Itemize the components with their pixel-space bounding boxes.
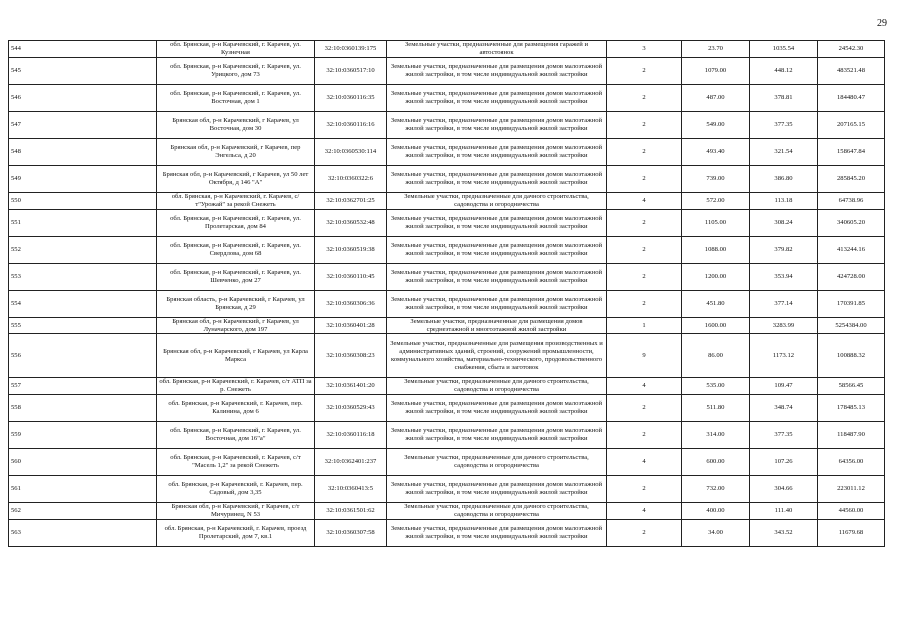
table-row (9, 84, 885, 111)
group-code-cell: 2 (607, 57, 682, 84)
row-number: 555 (9, 317, 157, 334)
land-use-cell: Земельные участки, предназначенные для размещения домов малоэтажной жилой застройки, в том числе индивидуальной жилой застройки (387, 111, 607, 138)
cadastral-number-cell: 32:10:0360532:48 (315, 209, 387, 236)
row-number: 556 (9, 334, 157, 378)
address-cell: обл. Брянская, р-н Карачевский, г. Карачев, проезд Пролетарский, дом 7, кв.1 (157, 520, 315, 547)
table-row (9, 422, 885, 449)
land-use-cell: Земельные участки, предназначенные для размещения домов малоэтажной жилой застройки, в том числе индивидуальной жилой застройки (387, 520, 607, 547)
cadastral-value-cell: 413244.16 (818, 236, 885, 263)
unit-price-cell: 353.94 (750, 263, 818, 290)
area-cell: 1088.00 (682, 236, 750, 263)
group-code-cell: 2 (607, 111, 682, 138)
address-cell: Брянская обл, р-н Карачевский, г Карачев, ул Карла Маркса (157, 334, 315, 378)
unit-price-cell: 1035.54 (750, 41, 818, 58)
cadastral-value-cell: 64356.00 (818, 449, 885, 476)
unit-price-cell: 448.12 (750, 57, 818, 84)
table-row (9, 334, 885, 378)
row-number: 563 (9, 520, 157, 547)
address-cell: Брянская обл, р-н Карачевский, г Карачев, ул Восточная, дом 30 (157, 111, 315, 138)
row-number: 545 (9, 57, 157, 84)
table-row (9, 476, 885, 503)
table-row (9, 138, 885, 165)
row-number: 561 (9, 476, 157, 503)
area-cell: 572.00 (682, 192, 750, 209)
cadastral-number-cell: 32:10:0360307:58 (315, 520, 387, 547)
table-row (9, 41, 885, 58)
group-code-cell: 2 (607, 84, 682, 111)
address-cell: обл. Брянская, р-н Карачевский, г. Карачев, ул. Свердлова, дом 68 (157, 236, 315, 263)
group-code-cell: 2 (607, 476, 682, 503)
group-code-cell: 4 (607, 192, 682, 209)
table-row (9, 57, 885, 84)
address-cell: обл. Брянская, р-н Карачевский, г. Карачев, ул. Урицкого, дом 73 (157, 57, 315, 84)
land-use-cell: Земельные участки, предназначенные для размещения домов малоэтажной жилой застройки, в том числе индивидуальной жилой застройки (387, 138, 607, 165)
area-cell: 487.00 (682, 84, 750, 111)
group-code-cell: 9 (607, 334, 682, 378)
land-use-cell: Земельные участки, предназначенные для дачного строительства, садоводства и огородничества (387, 449, 607, 476)
land-use-cell: Земельные участки, предназначенные для размещения производственных и административных зданий, строений, сооружений промышленности, коммунального хозяйства, материально-технического, продовольственного снабжения, сбыта и заготовок (387, 334, 607, 378)
table-row (9, 449, 885, 476)
table-row (9, 503, 885, 520)
area-cell: 23.70 (682, 41, 750, 58)
group-code-cell: 2 (607, 209, 682, 236)
group-code-cell: 2 (607, 520, 682, 547)
cadastral-number-cell: 32:10:0360519:38 (315, 236, 387, 263)
unit-price-cell: 377.35 (750, 422, 818, 449)
unit-price-cell: 343.52 (750, 520, 818, 547)
row-number: 553 (9, 263, 157, 290)
table-row (9, 263, 885, 290)
area-cell: 1079.00 (682, 57, 750, 84)
area-cell: 86.00 (682, 334, 750, 378)
cadastral-number-cell: 32:10:0360306:36 (315, 290, 387, 317)
cadastral-number-cell: 32:10:0360322:6 (315, 165, 387, 192)
row-number: 547 (9, 111, 157, 138)
land-use-cell: Земельные участки, предназначенные для размещения домов малоэтажной жилой застройки, в том числе индивидуальной жилой застройки (387, 84, 607, 111)
area-cell: 1200.00 (682, 263, 750, 290)
unit-price-cell: 379.82 (750, 236, 818, 263)
cadastral-number-cell: 32:10:0360517:10 (315, 57, 387, 84)
land-use-cell: Земельные участки, предназначенные для размещения домов малоэтажной жилой застройки, в том числе индивидуальной жилой застройки (387, 290, 607, 317)
group-code-cell: 2 (607, 236, 682, 263)
address-cell: обл. Брянская, р-н Карачевский, г. Карачев, пер. Садовый, дом 3,35 (157, 476, 315, 503)
land-use-cell: Земельные участки, предназначенные для размещения домов малоэтажной жилой застройки, в том числе индивидуальной жилой застройки (387, 263, 607, 290)
unit-price-cell: 386.80 (750, 165, 818, 192)
land-plots-table (8, 40, 885, 547)
area-cell: 511.80 (682, 395, 750, 422)
group-code-cell: 2 (607, 395, 682, 422)
address-cell: обл. Брянская, р-н Карачевский, г. Карачев, с/т"Урожай" за рекой Снежеть (157, 192, 315, 209)
unit-price-cell: 321.54 (750, 138, 818, 165)
cadastral-number-cell: 32:10:0360530:114 (315, 138, 387, 165)
address-cell: обл. Брянская, р-н Карачевский, г. Карачев, ул. Кузнечная (157, 41, 315, 58)
address-cell: Брянская обл, р-н Карачевский, г Карачев, ул 50 лет Октября, д 146 "А" (157, 165, 315, 192)
row-number: 544 (9, 41, 157, 58)
cadastral-value-cell: 223011.12 (818, 476, 885, 503)
cadastral-value-cell: 100888.32 (818, 334, 885, 378)
page-number: 29 (877, 18, 887, 29)
cadastral-number-cell: 32:10:0361501:62 (315, 503, 387, 520)
cadastral-value-cell: 207165.15 (818, 111, 885, 138)
land-use-cell: Земельные участки, предназначенные для дачного строительства, садоводства и огородничества (387, 192, 607, 209)
unit-price-cell: 378.81 (750, 84, 818, 111)
unit-price-cell: 377.14 (750, 290, 818, 317)
land-use-cell: Земельные участки, предназначенные для размещения домов малоэтажной жилой застройки, в том числе индивидуальной жилой застройки (387, 236, 607, 263)
cadastral-number-cell: 32:10:0360401:28 (315, 317, 387, 334)
land-use-cell: Земельные участки, предназначенные для дачного строительства, садоводства и огородничества (387, 503, 607, 520)
unit-price-cell: 1173.12 (750, 334, 818, 378)
cadastral-value-cell: 340605.20 (818, 209, 885, 236)
address-cell: обл. Брянская, р-н Карачевский, г. Карачев, ул. Пролетарская, дом 84 (157, 209, 315, 236)
row-number: 559 (9, 422, 157, 449)
land-use-cell: Земельные участки, предназначенные для размещения гаражей и автостоянок (387, 41, 607, 58)
group-code-cell: 2 (607, 290, 682, 317)
table-row (9, 520, 885, 547)
address-cell: обл. Брянская, р-н Карачевский, г. Карачев, с/т АТП за р. Снежеть (157, 378, 315, 395)
unit-price-cell: 3283.99 (750, 317, 818, 334)
group-code-cell: 2 (607, 263, 682, 290)
area-cell: 34.00 (682, 520, 750, 547)
table-row (9, 209, 885, 236)
cadastral-number-cell: 32:10:0360413:5 (315, 476, 387, 503)
cadastral-value-cell: 44560.00 (818, 503, 885, 520)
address-cell: обл. Брянская, р-н Карачевский, г. Карачев, пер. Калинина, дом 6 (157, 395, 315, 422)
area-cell: 1105.00 (682, 209, 750, 236)
area-cell: 1600.00 (682, 317, 750, 334)
row-number: 554 (9, 290, 157, 317)
area-cell: 493.40 (682, 138, 750, 165)
cadastral-value-cell: 158647.84 (818, 138, 885, 165)
cadastral-value-cell: 483521.48 (818, 57, 885, 84)
area-cell: 739.00 (682, 165, 750, 192)
address-cell: обл. Брянская, р-н Карачевский, г. Карачев, с/т "Масель 1,2" за рекой Снежеть (157, 449, 315, 476)
cadastral-number-cell: 32:10:0360139:175 (315, 41, 387, 58)
cadastral-value-cell: 285845.20 (818, 165, 885, 192)
cadastral-number-cell: 32:10:0360116:16 (315, 111, 387, 138)
address-cell: обл. Брянская, р-н Карачевский, г. Карачев, ул. Восточная, дом 16"а" (157, 422, 315, 449)
cadastral-number-cell: 32:10:0360110:45 (315, 263, 387, 290)
group-code-cell: 1 (607, 317, 682, 334)
cadastral-value-cell: 184480.47 (818, 84, 885, 111)
cadastral-value-cell: 24542.30 (818, 41, 885, 58)
land-use-cell: Земельные участки, предназначенные для дачного строительства, садоводства и огородничества (387, 378, 607, 395)
group-code-cell: 3 (607, 41, 682, 58)
row-number: 549 (9, 165, 157, 192)
cadastral-number-cell: 32:10:0360308:23 (315, 334, 387, 378)
cadastral-number-cell: 32:10:0362401:237 (315, 449, 387, 476)
unit-price-cell: 304.66 (750, 476, 818, 503)
land-use-cell: Земельные участки, предназначенные для размещения домов малоэтажной жилой застройки, в том числе индивидуальной жилой застройки (387, 57, 607, 84)
address-cell: обл. Брянская, р-н Карачевский, г. Карачев, ул. Шевченко, дом 27 (157, 263, 315, 290)
row-number: 551 (9, 209, 157, 236)
cadastral-number-cell: 32:10:0360116:35 (315, 84, 387, 111)
row-number: 550 (9, 192, 157, 209)
row-number: 557 (9, 378, 157, 395)
group-code-cell: 4 (607, 449, 682, 476)
cadastral-value-cell: 424728.00 (818, 263, 885, 290)
area-cell: 314.00 (682, 422, 750, 449)
table-row (9, 165, 885, 192)
cadastral-number-cell: 32:10:0360529:43 (315, 395, 387, 422)
address-cell: Брянская обл, р-н Карачевский, г Карачев, пер Энгельса, д 20 (157, 138, 315, 165)
unit-price-cell: 377.35 (750, 111, 818, 138)
group-code-cell: 4 (607, 503, 682, 520)
unit-price-cell: 308.24 (750, 209, 818, 236)
row-number: 546 (9, 84, 157, 111)
cadastral-value-cell: 64738.96 (818, 192, 885, 209)
group-code-cell: 2 (607, 165, 682, 192)
land-use-cell: Земельные участки, предназначенные для размещения домов малоэтажной жилой застройки, в том числе индивидуальной жилой застройки (387, 476, 607, 503)
table-row (9, 290, 885, 317)
table-row (9, 395, 885, 422)
row-number: 558 (9, 395, 157, 422)
table-row (9, 192, 885, 209)
table-row (9, 236, 885, 263)
group-code-cell: 4 (607, 378, 682, 395)
area-cell: 535.00 (682, 378, 750, 395)
cadastral-value-cell: 5254384.00 (818, 317, 885, 334)
address-cell: Брянская обл, р-н Карачевский, г Карачев, ул Луначарского, дом 197 (157, 317, 315, 334)
land-use-cell: Земельные участки, предназначенные для размещения домов малоэтажной жилой застройки, в том числе индивидуальной жилой застройки (387, 422, 607, 449)
address-cell: Брянская область, р-н Карачевский, г Карачев, ул Брянская, д 29 (157, 290, 315, 317)
table-row (9, 317, 885, 334)
address-cell: Брянская обл, р-н Карачевский, г Карачев, с/т Мичуринец, N 53 (157, 503, 315, 520)
unit-price-cell: 111.40 (750, 503, 818, 520)
land-use-cell: Земельные участки, предназначенные для размещения домов малоэтажной жилой застройки, в том числе индивидуальной жилой застройки (387, 165, 607, 192)
row-number: 548 (9, 138, 157, 165)
unit-price-cell: 107.26 (750, 449, 818, 476)
land-use-cell: Земельные участки, предназначенные для размещения домов малоэтажной жилой застройки, в том числе индивидуальной жилой застройки (387, 395, 607, 422)
cadastral-value-cell: 11679.68 (818, 520, 885, 547)
address-cell: обл. Брянская, р-н Карачевский, г. Карачев, ул. Восточная, дом 1 (157, 84, 315, 111)
unit-price-cell: 109.47 (750, 378, 818, 395)
cadastral-number-cell: 32:10:0361401:20 (315, 378, 387, 395)
cadastral-number-cell: 32:10:0360116:18 (315, 422, 387, 449)
unit-price-cell: 348.74 (750, 395, 818, 422)
cadastral-value-cell: 170391.85 (818, 290, 885, 317)
area-cell: 400.00 (682, 503, 750, 520)
unit-price-cell: 113.18 (750, 192, 818, 209)
group-code-cell: 2 (607, 422, 682, 449)
area-cell: 732.00 (682, 476, 750, 503)
area-cell: 600.00 (682, 449, 750, 476)
area-cell: 549.00 (682, 111, 750, 138)
row-number: 560 (9, 449, 157, 476)
table-row (9, 378, 885, 395)
area-cell: 451.80 (682, 290, 750, 317)
cadastral-number-cell: 32:10:0362701:25 (315, 192, 387, 209)
row-number: 552 (9, 236, 157, 263)
row-number: 562 (9, 503, 157, 520)
land-use-cell: Земельные участки, предназначенные для размещения домов малоэтажной жилой застройки, в том числе индивидуальной жилой застройки (387, 209, 607, 236)
cadastral-value-cell: 118487.90 (818, 422, 885, 449)
table-body (9, 41, 885, 547)
cadastral-value-cell: 178485.13 (818, 395, 885, 422)
cadastral-value-cell: 58566.45 (818, 378, 885, 395)
land-use-cell: Земельные участки, предназначенные для размещения домов среднеэтажной и многоэтажной жилой застройки (387, 317, 607, 334)
table-row (9, 111, 885, 138)
group-code-cell: 2 (607, 138, 682, 165)
